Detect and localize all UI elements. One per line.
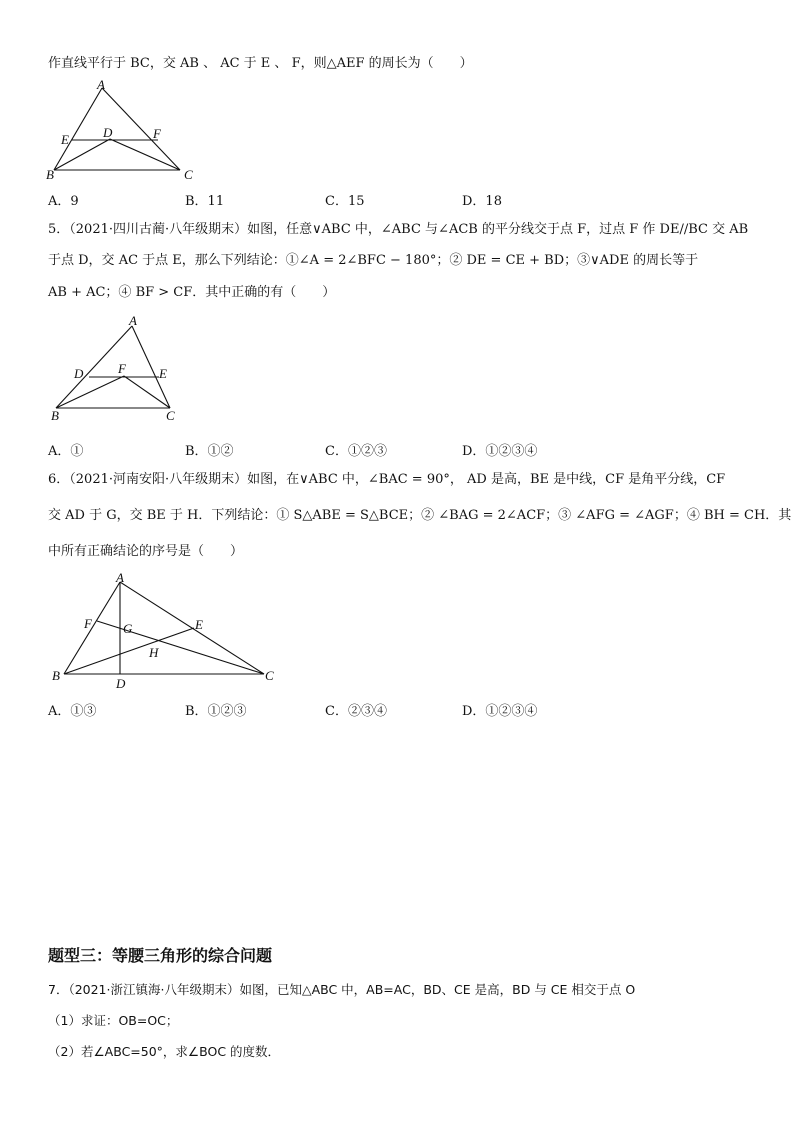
q5-label-A: A bbox=[129, 313, 137, 328]
q4-stem-tail: 作直线平行于 BC，交 AB 、 AC 于 E 、 F，则△AEF 的周长为（ ） bbox=[48, 56, 473, 71]
q4-label-A: A bbox=[97, 78, 105, 92]
q5-line-3: AB + AC；④ BF > CF．其中正确的有（ ） bbox=[48, 285, 336, 300]
q5-label-B: B bbox=[51, 408, 59, 423]
q6-label-H: H bbox=[149, 645, 159, 660]
q5-option-c[interactable]: C．①②③ bbox=[325, 444, 387, 459]
q6-figure bbox=[44, 568, 284, 692]
q6-label-C: C bbox=[265, 668, 274, 683]
q4-label-F: F bbox=[153, 126, 161, 141]
q5-option-d[interactable]: D．①②③④ bbox=[462, 444, 538, 459]
section-heading: 题型三：等腰三角形的综合问题 bbox=[48, 946, 273, 965]
q6-segment-AB bbox=[64, 582, 120, 674]
q6-option-a[interactable]: A．①③ bbox=[48, 704, 97, 719]
q5-option-a[interactable]: A．① bbox=[48, 444, 84, 459]
q4-segment-DC bbox=[110, 139, 180, 170]
q5-segment-BF bbox=[56, 376, 124, 408]
q6-line-2: 交 AD 于 G，交 BE 于 H．下列结论：① S△ABE = S△BCE；② ∠BAG = 2∠ACF；③ ∠AFG = ∠AGF；④ BH = CH．其 bbox=[48, 508, 792, 523]
q5-label-D: D bbox=[74, 366, 84, 381]
q4-option-a[interactable]: A．9 bbox=[48, 194, 79, 209]
q5-label-F: F bbox=[118, 361, 126, 376]
q6-label-B: B bbox=[52, 668, 60, 683]
q4-option-c[interactable]: C．15 bbox=[325, 194, 365, 209]
q5-line-2: 于点 D，交 AC 于点 E，那么下列结论：①∠A = 2∠BFC − 180°；② DE = CE + BD；③∨ADE 的周长等于 bbox=[48, 253, 699, 268]
q6-line-1: 6．（2021·河南安阳·八年级期末）如图，在∨ABC 中，∠BAC = 90°， AD 是高，BE 是中线，CF 是角平分线，CF bbox=[48, 472, 726, 487]
q5-label-E: E bbox=[159, 366, 167, 381]
q6-label-G: G bbox=[123, 621, 133, 636]
q4-option-b[interactable]: B．11 bbox=[185, 194, 225, 209]
q5-option-b[interactable]: B．①② bbox=[185, 444, 234, 459]
q5-label-C: C bbox=[166, 408, 175, 423]
q6-option-d[interactable]: D．①②③④ bbox=[462, 704, 538, 719]
q7-line-1: 7．（2021·浙江镇海·八年级期末）如图，已知△ABC 中，AB=AC，BD、CE 是高，BD 与 CE 相交于点 O bbox=[48, 982, 636, 997]
q6-label-D: D bbox=[116, 676, 126, 691]
q6-label-A: A bbox=[116, 570, 124, 585]
q4-option-d[interactable]: D．18 bbox=[462, 194, 502, 209]
q5-line-1: 5．（2021·四川古蔺·八年级期末）如图，任意∨ABC 中，∠ABC 与∠ACB 的平分线交于点 F，过点 F 作 DE//BC 交 AB bbox=[48, 222, 749, 237]
q4-segment-AB bbox=[54, 88, 102, 170]
q4-label-E: E bbox=[61, 132, 69, 147]
q6-line-3: 中所有正确结论的序号是（ ） bbox=[48, 544, 244, 559]
q6-segment-AC bbox=[120, 582, 264, 674]
q6-option-b[interactable]: B．①②③ bbox=[185, 704, 247, 719]
q5-figure bbox=[44, 312, 194, 424]
q4-label-D: D bbox=[103, 125, 113, 140]
q7-part-1: （1）求证：OB=OC； bbox=[48, 1013, 179, 1028]
q6-label-E: E bbox=[195, 617, 203, 632]
q6-option-c[interactable]: C．②③④ bbox=[325, 704, 387, 719]
q4-figure bbox=[42, 78, 212, 184]
q6-label-F: F bbox=[84, 616, 92, 631]
q4-segment-AC bbox=[102, 88, 180, 170]
q4-label-B: B bbox=[46, 167, 54, 182]
q4-label-C: C bbox=[184, 167, 193, 182]
q7-part-2: （2）若∠ABC=50°，求∠BOC 的度数． bbox=[48, 1044, 281, 1059]
